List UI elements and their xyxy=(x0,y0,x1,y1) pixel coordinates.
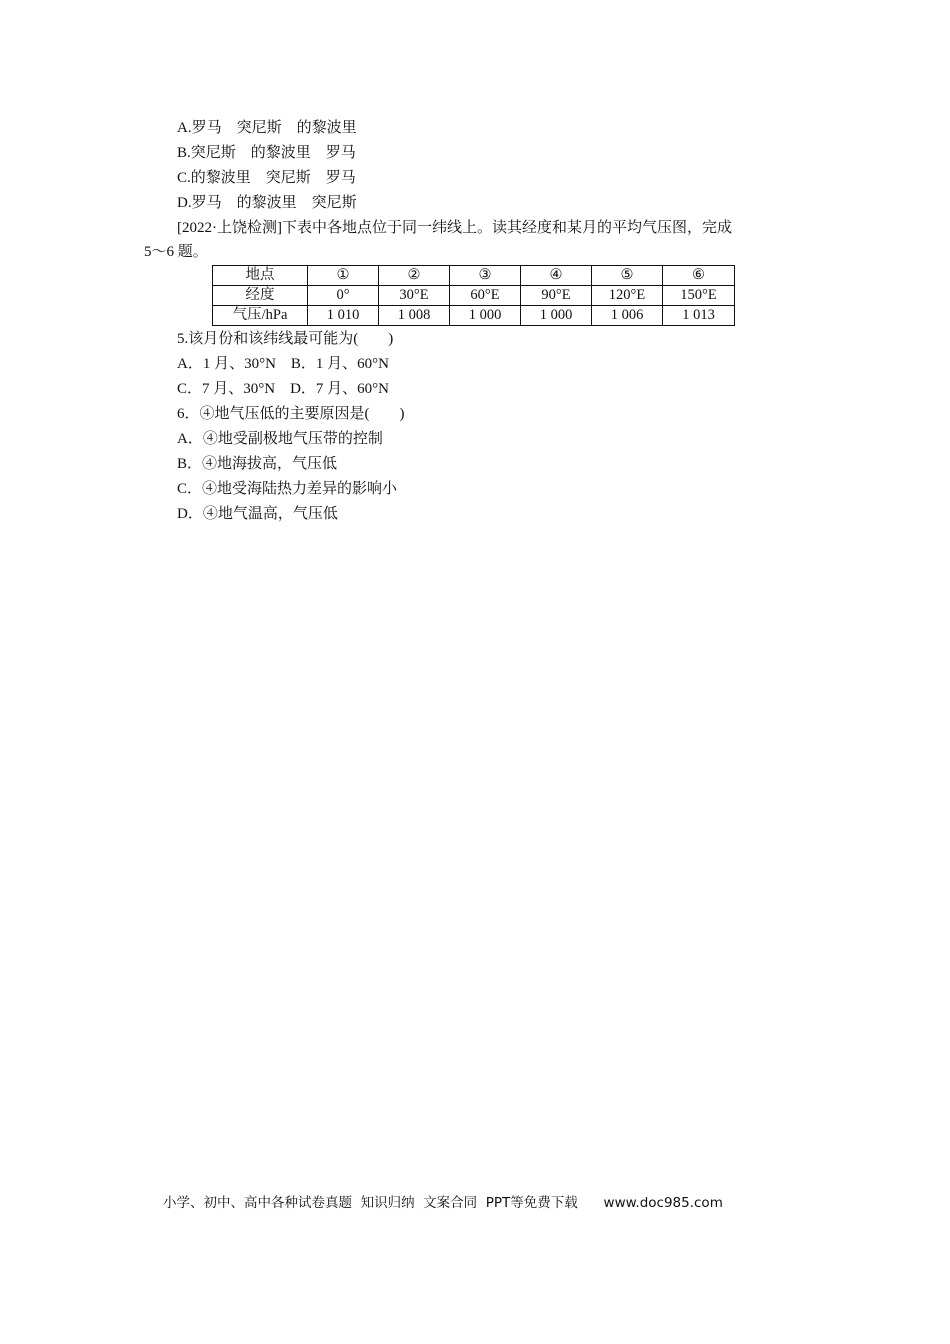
table-row-pressure xyxy=(213,306,735,326)
intro-line-2: 5～6 题。 xyxy=(144,244,208,260)
q4-option-d: D.罗马 的黎波里 突尼斯 xyxy=(177,195,357,211)
row-header-pressure: 气压/hPa xyxy=(213,306,308,326)
table-cell: ③ xyxy=(450,266,521,286)
table-row-location xyxy=(213,266,735,286)
q5-options-ab: A．1 月、30°N B．1 月、60°N xyxy=(177,356,390,372)
q6-stem: 6．④地气压低的主要原因是( ) xyxy=(177,406,405,422)
table-cell: 1 006 xyxy=(592,306,663,326)
table-cell: 1 010 xyxy=(308,306,379,326)
table-cell: 0° xyxy=(308,286,379,306)
pressure-table xyxy=(212,265,735,326)
table-cell: 1 000 xyxy=(450,306,521,326)
q4-option-b: B.突尼斯 的黎波里 罗马 xyxy=(177,145,356,161)
q4-option-a: A.罗马 突尼斯 的黎波里 xyxy=(177,120,357,136)
q6-option-c: C．④地受海陆热力差异的影响小 xyxy=(177,481,398,497)
q5-options-cd: C．7 月、30°N D．7 月、60°N xyxy=(177,381,390,397)
q6-option-b: B．④地海拔高，气压低 xyxy=(177,456,338,472)
table-cell: ④ xyxy=(521,266,592,286)
table-row-longitude xyxy=(213,286,735,306)
footer-text: 小学、初中、高中各种试卷真题 知识归纳 文案合同 PPT等免费下载 www.doc985.com xyxy=(163,1195,723,1211)
row-header-location: 地点 xyxy=(213,266,308,286)
table-cell: 1 008 xyxy=(379,306,450,326)
table-cell: 120°E xyxy=(592,286,663,306)
table-cell: 90°E xyxy=(521,286,592,306)
q6-option-a: A．④地受副极地气压带的控制 xyxy=(177,431,383,447)
table-cell: ① xyxy=(308,266,379,286)
table-cell: 30°E xyxy=(379,286,450,306)
q4-option-c: C.的黎波里 突尼斯 罗马 xyxy=(177,170,356,186)
q5-stem: 5.该月份和该纬线最可能为( ) xyxy=(177,331,394,347)
row-header-longitude: 经度 xyxy=(213,286,308,306)
table-cell: 1 000 xyxy=(521,306,592,326)
table-cell: 60°E xyxy=(450,286,521,306)
table-cell: ② xyxy=(379,266,450,286)
intro-line-1: [2022·上饶检测]下表中各地点位于同一纬线上。读其经度和某月的平均气压图，完成 xyxy=(177,220,732,236)
table-cell: 1 013 xyxy=(663,306,735,326)
table-cell: ⑤ xyxy=(592,266,663,286)
q6-option-d: D．④地气温高，气压低 xyxy=(177,506,338,522)
table-cell: ⑥ xyxy=(663,266,735,286)
table-cell: 150°E xyxy=(663,286,735,306)
